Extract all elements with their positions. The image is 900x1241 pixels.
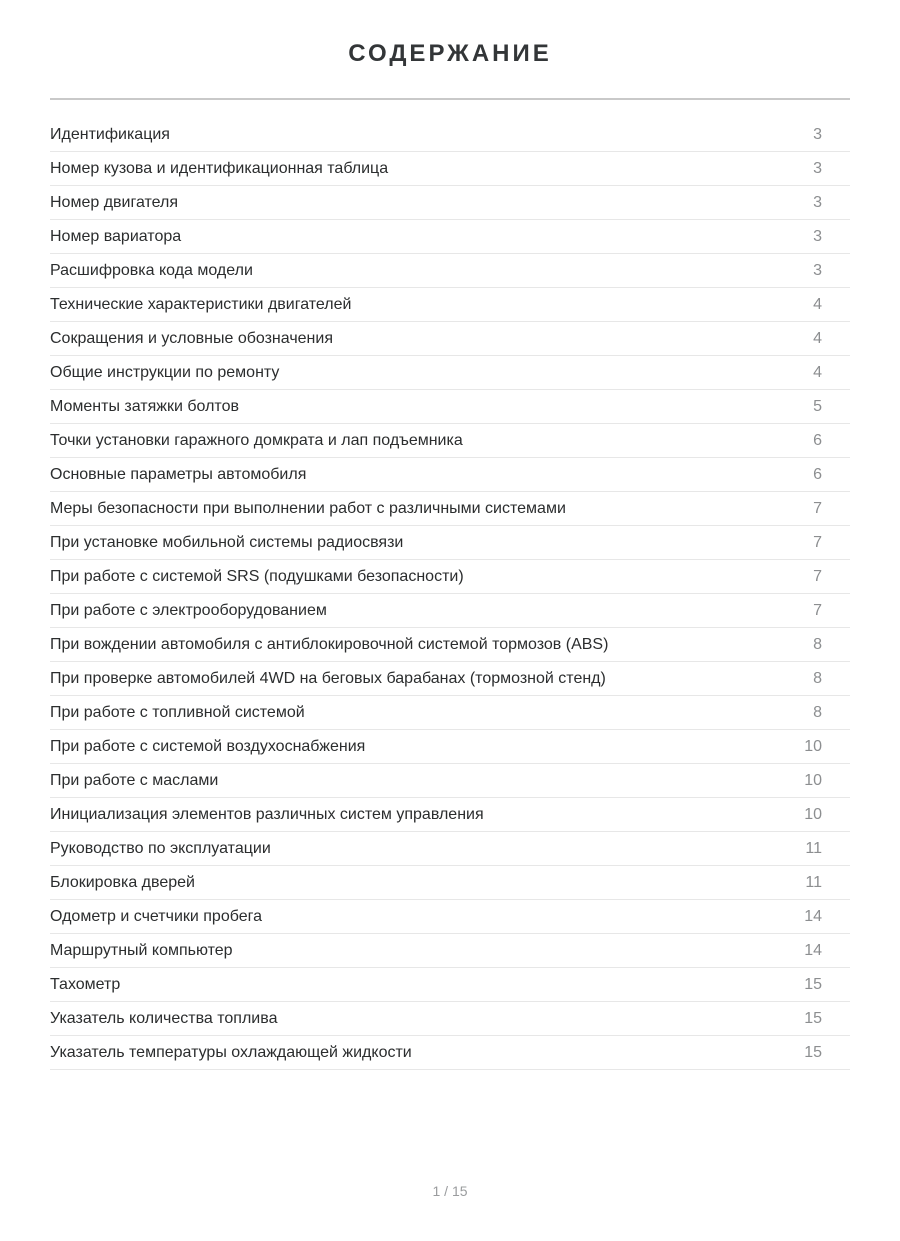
- toc-entry-label: При проверке автомобилей 4WD на беговых барабанах (тормозной стенд): [50, 669, 606, 687]
- toc-entry-page: 3: [813, 159, 822, 177]
- toc-entry-label: Указатель количества топлива: [50, 1009, 278, 1027]
- toc-entry[interactable]: [50, 390, 850, 424]
- toc-entry[interactable]: [50, 186, 850, 220]
- toc-entry-label: Расшифровка кода модели: [50, 261, 253, 279]
- toc-entry[interactable]: [50, 458, 850, 492]
- toc-entry[interactable]: [50, 152, 850, 186]
- toc-entry-label: Моменты затяжки болтов: [50, 397, 239, 415]
- toc-entry-page: 11: [805, 839, 822, 857]
- toc-entry[interactable]: [50, 254, 850, 288]
- toc-entry-label: Общие инструкции по ремонту: [50, 363, 280, 381]
- toc-entry[interactable]: [50, 968, 850, 1002]
- toc-entry-label: Номер кузова и идентификационная таблица: [50, 159, 389, 177]
- toc-entry[interactable]: [50, 696, 850, 730]
- toc-entry[interactable]: [50, 628, 850, 662]
- toc-entry-page: 6: [813, 465, 822, 483]
- toc-entry-label: При работе с системой воздухоснабжения: [50, 737, 366, 755]
- toc-entry-page: 8: [813, 635, 822, 653]
- toc-entry-label: При работе с топливной системой: [50, 703, 305, 721]
- toc-entry-label: Номер двигателя: [50, 193, 179, 211]
- toc-entry-label: Одометр и счетчики пробега: [50, 907, 262, 925]
- toc-entry[interactable]: [50, 118, 850, 152]
- toc-entry[interactable]: [50, 662, 850, 696]
- toc-entry[interactable]: [50, 424, 850, 458]
- title-divider: [50, 98, 850, 100]
- toc-entry[interactable]: [50, 220, 850, 254]
- toc-entry-page: 3: [813, 193, 822, 211]
- toc-entry[interactable]: [50, 322, 850, 356]
- toc-entry-page: 7: [813, 533, 822, 551]
- toc-entry[interactable]: [50, 492, 850, 526]
- toc-entry-page: 4: [813, 363, 822, 381]
- toc-entry-page: 14: [804, 907, 822, 925]
- toc-entry-label: Идентификация: [50, 125, 170, 143]
- toc-entry-label: Технические характеристики двигателей: [50, 295, 352, 313]
- toc-entry[interactable]: [50, 356, 850, 390]
- toc-entry-label: Руководство по эксплуатации: [50, 839, 271, 857]
- toc-entry[interactable]: [50, 594, 850, 628]
- toc-entry-page: 10: [804, 805, 822, 823]
- toc-entry-page: 7: [813, 567, 822, 585]
- toc-entry[interactable]: [50, 764, 850, 798]
- toc-entry-page: 4: [813, 295, 822, 313]
- toc-entry-page: 15: [804, 975, 822, 993]
- toc-entry[interactable]: [50, 832, 850, 866]
- toc-entry-label: При работе с электрооборудованием: [50, 601, 327, 619]
- toc-entry[interactable]: [50, 560, 850, 594]
- toc-entry-page: 10: [804, 737, 822, 755]
- toc-entry-label: При работе с системой SRS (подушками безопасности): [50, 567, 464, 585]
- toc-entry-label: Тахометр: [50, 975, 121, 993]
- toc-entry-page: 3: [813, 261, 822, 279]
- toc-entry-label: Меры безопасности при выполнении работ с различными системами: [50, 499, 566, 517]
- toc-entry[interactable]: [50, 798, 850, 832]
- toc-entry[interactable]: [50, 934, 850, 968]
- toc-entry-page: 14: [804, 941, 822, 959]
- toc-entry-page: 7: [813, 601, 822, 619]
- toc-entry-label: Маршрутный компьютер: [50, 941, 233, 959]
- toc-entry-page: 6: [813, 431, 822, 449]
- toc-entry-page: 3: [813, 125, 822, 143]
- toc-entry[interactable]: [50, 1002, 850, 1036]
- toc-entry-label: Номер вариатора: [50, 227, 182, 245]
- toc-entry[interactable]: [50, 900, 850, 934]
- toc-entry-label: Точки установки гаражного домкрата и лап подъемника: [50, 431, 463, 449]
- toc-entry-label: Сокращения и условные обозначения: [50, 329, 333, 347]
- toc-entry[interactable]: [50, 866, 850, 900]
- toc-entry-label: При вождении автомобиля с антиблокировочной системой тормозов (ABS): [50, 635, 609, 653]
- document-page: [0, 41, 900, 1241]
- toc-entry-page: 11: [805, 873, 822, 891]
- toc-entry-page: 8: [813, 669, 822, 687]
- toc-entry-label: Основные параметры автомобиля: [50, 465, 307, 483]
- toc-entry[interactable]: [50, 526, 850, 560]
- toc-entry[interactable]: [50, 288, 850, 322]
- toc-entry-page: 4: [813, 329, 822, 347]
- toc-entry-page: 15: [804, 1043, 822, 1061]
- toc-entry-page: 7: [813, 499, 822, 517]
- toc-entry-page: 3: [813, 227, 822, 245]
- toc-entry-label: При работе с маслами: [50, 771, 219, 789]
- toc-entry-label: Блокировка дверей: [50, 873, 195, 891]
- toc-entry-page: 10: [804, 771, 822, 789]
- toc-entry[interactable]: [50, 730, 850, 764]
- toc-entry-page: 5: [813, 397, 822, 415]
- toc-entry[interactable]: [50, 1036, 850, 1070]
- toc-entry-page: 8: [813, 703, 822, 721]
- toc-list: [50, 118, 850, 1070]
- toc-entry-page: 15: [804, 1009, 822, 1027]
- toc-entry-label: При установке мобильной системы радиосвязи: [50, 533, 404, 551]
- toc-entry-label: Инициализация элементов различных систем управления: [50, 805, 484, 823]
- page-number-indicator: 1 / 15: [432, 1183, 468, 1199]
- page-title: СОДЕРЖАНИЕ: [348, 40, 552, 67]
- toc-entry-label: Указатель температуры охлаждающей жидкости: [50, 1043, 412, 1061]
